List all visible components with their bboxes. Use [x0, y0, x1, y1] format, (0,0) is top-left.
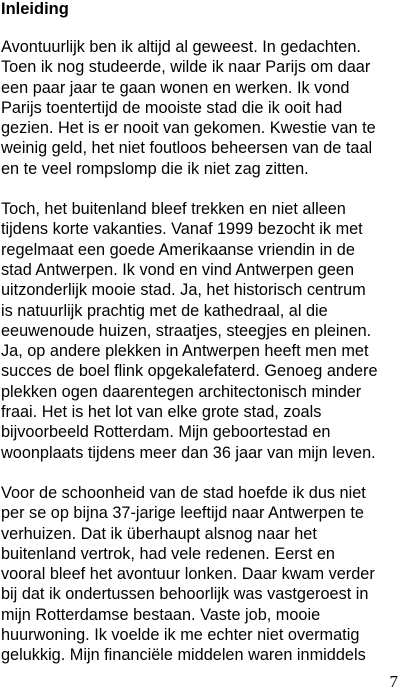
text-line: Ja, op andere plekken in Antwerpen heeft men met — [1, 342, 369, 361]
text-line: Toen ik nog studeerde, wilde ik naar Parijs om daar — [1, 58, 371, 77]
text-line: regelmaat een goede Amerikaanse vriendin in de — [1, 240, 355, 259]
text-line: Toch, het buitenland bleef trekken en niet alleen — [1, 200, 346, 219]
text-line: Parijs toentertijd de mooiste stad die ik ooit had — [1, 98, 343, 117]
text-line: is natuurlijk prachtig met de kathedraal, al die — [1, 301, 328, 320]
text-line: tijdens korte vakanties. Vanaf 1999 bezocht ik met — [1, 220, 363, 239]
text-line: vooral bleef het avontuur lonken. Daar kwam verder — [1, 565, 375, 584]
text-line: stad Antwerpen. Ik vond en vind Antwerpen geen — [1, 260, 355, 279]
text-line: woonplaats tijdens meer dan 36 jaar van mijn leven. — [1, 443, 376, 462]
text-line: uitzonderlijk mooie stad. Ja, het historisch centrum — [1, 281, 366, 300]
text-line: een paar jaar te gaan wonen en werken. Ik vond — [1, 78, 350, 97]
text-line: gezien. Het is er nooit van gekomen. Kwestie van te — [1, 119, 376, 138]
text-line: bijvoorbeeld Rotterdam. Mijn geboortestad en — [1, 423, 331, 442]
text-line: mijn Rotterdamse bestaan. Vaste job, mooie — [1, 605, 321, 624]
paragraph-2 — [1, 199, 400, 463]
text-line: verhuizen. Dat ik überhaupt alsnog naar het — [1, 524, 317, 543]
page-number: 7 — [389, 672, 398, 691]
text-line: fraai. Het is het lot van elke grote stad, zoals — [1, 403, 322, 422]
document-page — [1, 0, 400, 666]
paragraph-3 — [1, 483, 400, 666]
text-line: Avontuurlijk ben ik altijd al geweest. In gedachten. — [1, 38, 361, 56]
text-line: bij dat ik ondertussen behoorlijk was vastgeroest in — [1, 585, 369, 604]
text-line: succes de boel flink opgekalefaterd. Genoeg andere — [1, 362, 378, 381]
text-line: gelukkig. Mijn financiële middelen waren inmiddels — [1, 646, 366, 665]
chapter-heading: Inleiding — [1, 0, 69, 18]
text-line: eeuwenoude huizen, straatjes, steegjes en pleinen. — [1, 321, 372, 340]
text-line: per se op bijna 37-jarige leeftijd naar Antwerpen te — [1, 504, 364, 523]
paragraph-1 — [1, 37, 400, 179]
text-line: Voor de schoonheid van de stad hoefde ik dus niet — [1, 483, 366, 502]
text-line: plekken ogen daarentegen architectonisch minder — [1, 382, 362, 401]
text-line: buitenland vertrok, had vele redenen. Eerst en — [1, 544, 335, 563]
text-line: weinig geld, het niet foutloos beheersen van de taal — [1, 139, 373, 158]
text-line: huurwoning. Ik voelde ik me echter niet overmatig — [1, 626, 360, 645]
text-line: en te veel rompslomp die ik niet zag zitten. — [1, 159, 309, 178]
